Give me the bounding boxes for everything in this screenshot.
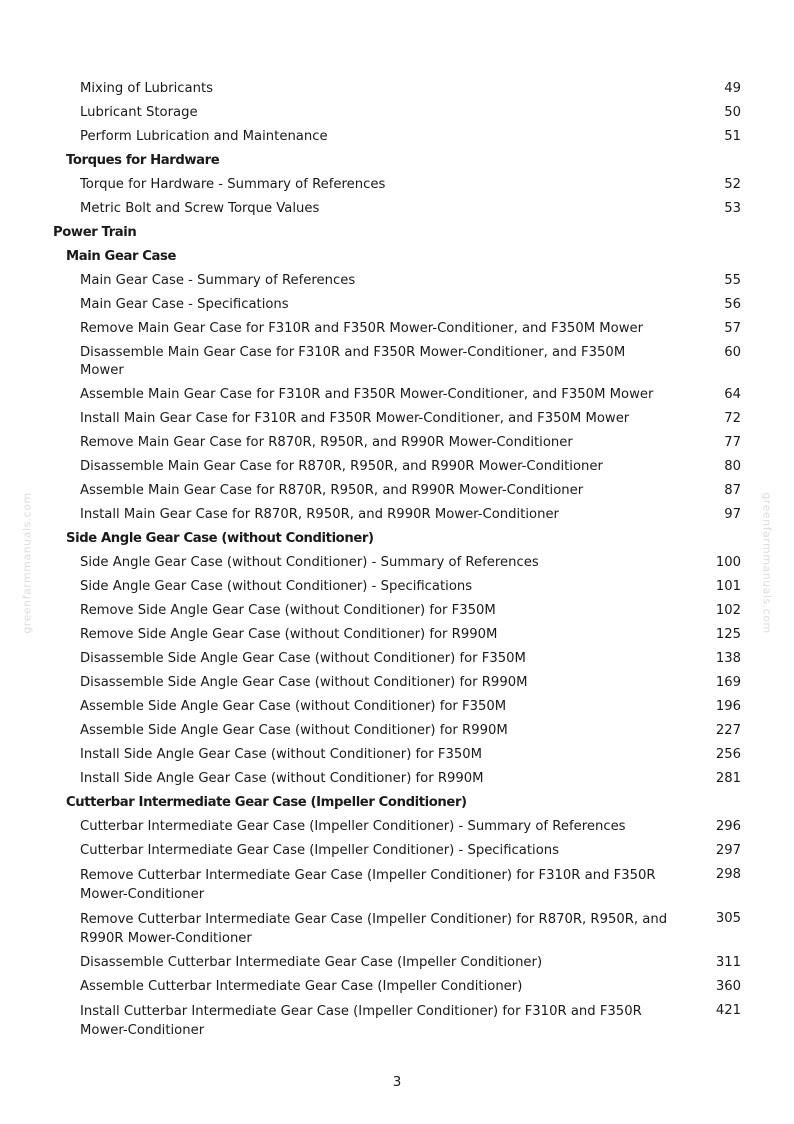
- toc-entry-page: 60: [724, 345, 741, 360]
- toc-entry-page: 72: [724, 411, 741, 426]
- toc-entry[interactable]: [0, 767, 794, 791]
- toc-entry-page: 57: [724, 321, 741, 336]
- toc-entry[interactable]: [0, 839, 794, 863]
- toc-entry-page: 305: [715, 911, 741, 926]
- toc-entry-page: 87: [724, 483, 741, 498]
- toc-entry-page: 51: [724, 129, 741, 144]
- toc-entry[interactable]: [0, 863, 794, 907]
- toc-entry-title: Install Side Angle Gear Case (without Conditioner) for R990M: [80, 771, 484, 786]
- toc-entry-page: 298: [715, 867, 741, 882]
- toc-entry-title: Assemble Main Gear Case for R870R, R950R, and R990R Mower-Conditioner: [80, 483, 584, 498]
- toc-section-heading[interactable]: [0, 221, 794, 245]
- toc-entry-title: Remove Cutterbar Intermediate Gear Case (Impeller Conditioner) for R870R, R950R, and R990R Mower-Conditioner: [80, 912, 668, 946]
- toc-entry-title: Lubricant Storage: [80, 105, 198, 120]
- toc-entry[interactable]: [0, 77, 794, 101]
- toc-entry-page: 49: [724, 81, 741, 96]
- toc-entry-title: Remove Side Angle Gear Case (without Conditioner) for F350M: [80, 603, 496, 618]
- toc-entry[interactable]: [0, 269, 794, 293]
- toc-entry[interactable]: [0, 907, 794, 951]
- toc-entry-page: 64: [724, 387, 741, 402]
- toc-entry-page: 281: [715, 771, 741, 786]
- toc-entry[interactable]: [0, 197, 794, 221]
- toc-entry-page: 55: [724, 273, 741, 288]
- toc-entry-title: Side Angle Gear Case (without Conditioner) - Specifications: [80, 579, 473, 594]
- toc-entry-page: 138: [715, 651, 741, 666]
- watermark-left: greenfarmmanuals.com: [20, 492, 34, 634]
- toc-entry-page: 52: [724, 177, 741, 192]
- toc-entry[interactable]: [0, 999, 794, 1043]
- toc-section-heading[interactable]: [0, 791, 794, 815]
- toc-entry-page: 196: [715, 699, 741, 714]
- toc-entry-page: 169: [715, 675, 741, 690]
- toc-entry-title: Torques for Hardware: [66, 153, 220, 168]
- toc-entry[interactable]: [0, 317, 794, 341]
- toc-entry[interactable]: [0, 125, 794, 149]
- toc-entry[interactable]: [0, 719, 794, 743]
- toc-entry-title: Mixing of Lubricants: [80, 81, 213, 96]
- toc-entry-page: 97: [724, 507, 741, 522]
- toc-entry[interactable]: [0, 101, 794, 125]
- toc-entry[interactable]: [0, 551, 794, 575]
- toc-entry-title: Assemble Cutterbar Intermediate Gear Case (Impeller Conditioner): [80, 979, 523, 994]
- toc-entry-page: 256: [715, 747, 741, 762]
- toc-section-heading[interactable]: [0, 245, 794, 269]
- toc-entry[interactable]: [0, 695, 794, 719]
- toc-entry-page: 311: [715, 955, 741, 970]
- toc-entry[interactable]: [0, 455, 794, 479]
- toc-entry-title: Assemble Side Angle Gear Case (without Conditioner) for F350M: [80, 699, 507, 714]
- toc-entry-title: Assemble Main Gear Case for F310R and F350R Mower-Conditioner, and F350M Mower: [80, 387, 654, 402]
- toc-entry-title: Remove Side Angle Gear Case (without Conditioner) for R990M: [80, 627, 498, 642]
- toc-entry[interactable]: [0, 431, 794, 455]
- toc-entry-page: 421: [715, 1003, 741, 1018]
- toc-entry-title: Disassemble Main Gear Case for F310R and F350R Mower-Conditioner, and F350M Mower: [80, 345, 626, 378]
- toc-entry-title: Install Main Gear Case for F310R and F350R Mower-Conditioner, and F350M Mower: [80, 411, 630, 426]
- toc-entry[interactable]: [0, 383, 794, 407]
- toc-entry[interactable]: [0, 407, 794, 431]
- toc-entry-title: Main Gear Case: [66, 249, 177, 264]
- toc-entry-title: Main Gear Case - Specifications: [80, 297, 289, 312]
- toc-section-heading[interactable]: [0, 149, 794, 173]
- toc-section-heading[interactable]: [0, 527, 794, 551]
- toc-entry-title: Install Side Angle Gear Case (without Conditioner) for F350M: [80, 747, 482, 762]
- toc-entry-title: Remove Main Gear Case for F310R and F350R Mower-Conditioner, and F350M Mower: [80, 321, 644, 336]
- toc-entry-page: 100: [715, 555, 741, 570]
- toc-entry-title: Side Angle Gear Case (without Conditioner) - Summary of References: [80, 555, 539, 570]
- toc-entry-title: Perform Lubrication and Maintenance: [80, 129, 328, 144]
- toc-entry-title: Cutterbar Intermediate Gear Case (Impeller Conditioner): [66, 795, 467, 810]
- toc-entry-title: Power Train: [53, 225, 137, 240]
- page-number: 3: [392, 1074, 402, 1090]
- toc-entry-page: 77: [724, 435, 741, 450]
- toc-entry-page: 297: [715, 843, 741, 858]
- toc-entry-title: Disassemble Side Angle Gear Case (without Conditioner) for F350M: [80, 651, 526, 666]
- toc-entry[interactable]: [0, 293, 794, 317]
- table-of-contents: [0, 77, 794, 1043]
- toc-entry[interactable]: [0, 951, 794, 975]
- toc-entry-title: Disassemble Side Angle Gear Case (without Conditioner) for R990M: [80, 675, 528, 690]
- toc-entry[interactable]: [0, 743, 794, 767]
- toc-entry-title: Torque for Hardware - Summary of References: [80, 177, 386, 192]
- toc-entry-page: 102: [715, 603, 741, 618]
- toc-entry-title: Remove Main Gear Case for R870R, R950R, and R990R Mower-Conditioner: [80, 435, 573, 450]
- toc-entry-title: Remove Cutterbar Intermediate Gear Case (Impeller Conditioner) for F310R and F350R Mower-Conditioner: [80, 868, 656, 902]
- toc-entry-title: Disassemble Cutterbar Intermediate Gear Case (Impeller Conditioner): [80, 955, 543, 970]
- toc-entry-title: Side Angle Gear Case (without Conditioner): [66, 531, 374, 546]
- toc-entry[interactable]: [0, 671, 794, 695]
- toc-entry-title: Cutterbar Intermediate Gear Case (Impeller Conditioner) - Summary of References: [80, 819, 626, 834]
- toc-entry[interactable]: [0, 173, 794, 197]
- toc-entry-title: Metric Bolt and Screw Torque Values: [80, 201, 320, 216]
- toc-entry[interactable]: [0, 647, 794, 671]
- toc-entry-title: Assemble Side Angle Gear Case (without Conditioner) for R990M: [80, 723, 508, 738]
- toc-entry-title: Main Gear Case - Summary of References: [80, 273, 356, 288]
- toc-entry[interactable]: [0, 815, 794, 839]
- toc-entry-title: Install Cutterbar Intermediate Gear Case (Impeller Conditioner) for F310R and F350R Mower-Conditioner: [80, 1004, 642, 1038]
- toc-entry-page: 56: [724, 297, 741, 312]
- toc-entry-page: 360: [715, 979, 741, 994]
- toc-entry-page: 50: [724, 105, 741, 120]
- toc-entry-page: 101: [715, 579, 741, 594]
- toc-entry-title: Install Main Gear Case for R870R, R950R, and R990R Mower-Conditioner: [80, 507, 559, 522]
- toc-entry-page: 53: [724, 201, 741, 216]
- watermark-right: greenfarmmanuals.com: [760, 492, 774, 634]
- toc-entry[interactable]: [0, 341, 794, 383]
- toc-entry[interactable]: [0, 599, 794, 623]
- toc-entry[interactable]: [0, 503, 794, 527]
- toc-entry-page: 296: [715, 819, 741, 834]
- toc-entry-title: Cutterbar Intermediate Gear Case (Impeller Conditioner) - Specifications: [80, 843, 559, 858]
- toc-entry-page: 80: [724, 459, 741, 474]
- toc-entry-page: 227: [715, 723, 741, 738]
- toc-entry[interactable]: [0, 975, 794, 999]
- toc-entry[interactable]: [0, 623, 794, 647]
- toc-entry-title: Disassemble Main Gear Case for R870R, R950R, and R990R Mower-Conditioner: [80, 459, 603, 474]
- toc-entry[interactable]: [0, 479, 794, 503]
- toc-entry[interactable]: [0, 575, 794, 599]
- toc-entry-page: 125: [715, 627, 741, 642]
